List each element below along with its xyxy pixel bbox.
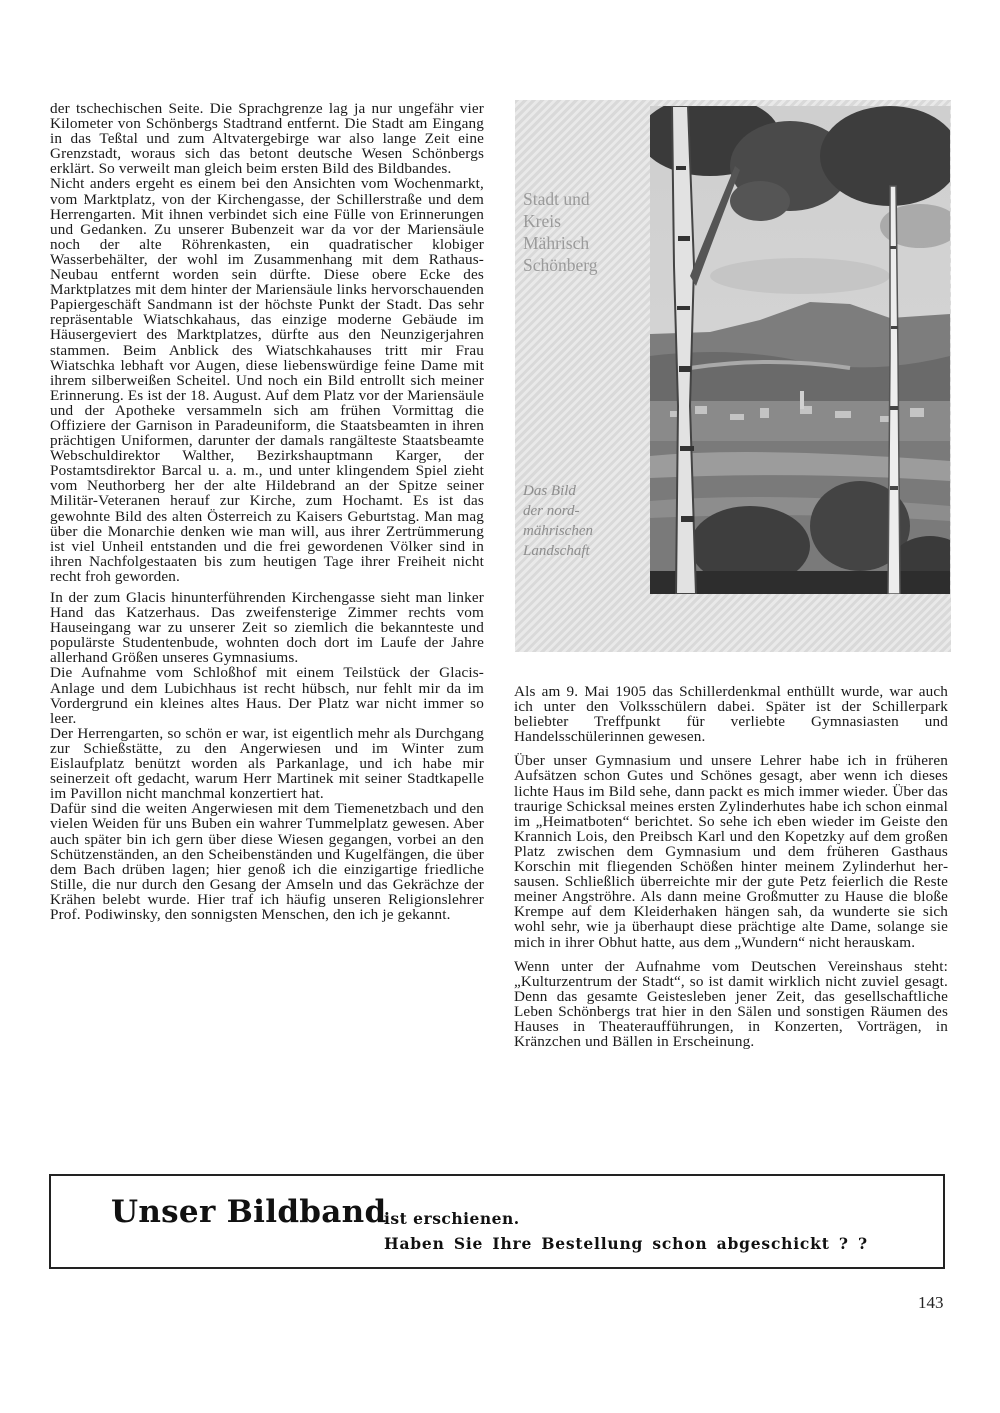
cover-title <box>523 188 598 276</box>
cover-subtitle-line: Das Bild <box>523 483 576 499</box>
advertisement-box <box>49 1174 945 1269</box>
cover-subtitle-line: mährischen <box>523 523 593 539</box>
cover-subtitle <box>523 481 593 561</box>
paragraph: Die Aufnahme vom Schloßhof mit einem Teilstück der Glacis-Anlage und dem Lubichhaus ist recht hübsch, nur fehlt mir da im Vordergrund ein kleines altes Haus. Der Platz war nicht immer so leer. <box>50 664 484 727</box>
cover-title-line: Mährisch <box>523 233 590 253</box>
paragraph: Der Herrengarten, so schön er war, ist eigentlich mehr als Durchgang zur Schießstätte, zu den Angerwiesen und im Winter zum Eislaufplatz benützt worden als Parkanlage, und ich habe mir seinerzeit oft gedacht, warum Herr Martinek mit seiner Stadtkapelle im Pavillon nicht manchmal konzertiert hat. <box>50 724 484 803</box>
cover-subtitle-line: Landschaft <box>523 543 590 559</box>
ad-line-2: Haben Sie Ihre Bestellung schon abgeschickt ? ? <box>384 1234 868 1253</box>
ad-line-1: ist erschienen. <box>384 1209 520 1228</box>
cover-title-line: Stadt und <box>523 189 590 209</box>
ad-headline: Unser Bildband <box>111 1194 387 1230</box>
paragraph: Nicht anders ergeht es einem bei den Ansichten vom Wochenmarkt, vom Marktplatz, von der Kirchengasse, der Schillerstraße und dem Herrengarten. Mit ihnen verbindet sich eine Fülle von Erinnerungen und Gedanken. Zu unserer Bubenzeit war da vor der Mariensäule noch der alte Röhrenkasten, ein quadratischer klobiger Wasserbehälter, der wohl im Zusammenhang mit dem Rathaus-Neubau entfernt worden sein dürfte. Diese obere Ecke des Marktplatzes mit dem hinter der Mariensäule links hervorschauenden Papiergeschäft Sandmann ist der höchste Punkt der Stadt. Das sehr repräsentable Wiatschkahaus, das einzige moderne Gebäude im Häusergeviert des Marktplatzes, dürfte aus den Neunzigerjahren stammen. Beim Anblick des Wiatschkahauses tritt mir Frau Wiatschka lebhaft vor Augen, diese liebenswürdige feine Dame mit ihrem silberweißen Scheitel. Und noch ein Bild entrollt sich meiner Erinnerung. Es ist der 18. August. Auf dem Platz vor der Mariensäule und der Apotheke versammeln sich am frühen Vormittag die Offiziere der Garnison in Paradeuniform, die Staatsbeamten in ihren prächtigen Uniformen, darunter der damals rangälteste Staatsbeamte Webschuldirektor Walther, Bezirkshauptmann Karger, der Postamtsdirektor Barcal u. a. m., und unter klingendem Spiel zieht vom Neuthorberg her der alte Hildebrand an der Spitze seiner Militär-Veteranen herauf zur Kirche, zum Hochamt. Es ist das gewohnte Bild des alten Österreich zu Kaisers Geburtstag. Man mag über die Monarchie denken wie man will, aus ihrer Zertrümmerung ist viel Unheil entstanden und die frei gewordenen Völker sind in ihren Nachfolgestaaten bis zum heutigen Tage ihrer Freiheit nicht recht froh geworden. <box>50 175 484 585</box>
right-text-column <box>514 684 948 1049</box>
cover-title-line: Schönberg <box>523 255 598 275</box>
paragraph: Über unser Gymnasium und unsere Lehrer habe ich in früheren Aufsätzen schon Gutes und Schönes gesagt, aber wenn ich dieses lichte Haus im Bild sehe, dann packt es mich immer wieder. Über das traurige Schicksal meines ersten Zylinderhutes habe ich schon einmal im „Heimatboten“ berichtet. So sehe ich eben wieder im Geiste den Krannich Lois, den Preibsch Karl und den Kopetzky auf dem großen Platz zwischen dem Gymnasium und dem früheren Gasthaus Korschin mit fliegenden Schößen hinter meinem Zylinderhut hersausen. Schließlich überreichte mir der gute Petz feierlich die Reste meiner Angströhre. Als dann meine Großmutter zu Hause die bloße Krempe auf dem Kleiderhaken hängen sah, da wunderte sie sich wohl sehr, wie ja überhaupt diese prächtige alte Dame, solange sie mich in ihrer Obhut hatte, aus dem „Wundern“ nicht herauskam. <box>514 752 948 951</box>
paragraph: der tschechischen Seite. Die Sprachgrenze lag ja nur ungefähr vier Kilometer von Schönbergs Stadtrand entfernt. Die Stadt am Eingang in das Teßtal und zum Altvatergebirge war also lange Zeit eine Grenzstadt, woraus sich das betont deutsche Wesen Schönbergs erklärt. So verweilt man gleich beim ersten Bild des Bildbandes. <box>50 100 484 178</box>
page-number: 143 <box>918 1293 944 1312</box>
landscape-photo <box>650 106 950 594</box>
book-cover-image <box>515 100 951 652</box>
cover-title-line: Kreis <box>523 211 561 231</box>
paragraph: Als am 9. Mai 1905 das Schillerdenkmal enthüllt wurde, war auch ich unter den Volksschülern dabei. Später ist der Schillerpark beliebter Treffpunkt für verliebte Gymnasiasten und Handelsschülerinnen gewesen. <box>514 683 948 746</box>
paragraph: In der zum Glacis hinunterführenden Kirchengasse sieht man linker Hand das Katzerhaus. Das zweifensterige Zimmer rechts vom Hauseingang war zu unserer Zeit so ziemlich die bekannteste und populärste Studentenbude, wohnten doch dort im Laufe der Jahre allerhand Größen unseres Gymnasiums. <box>50 589 484 667</box>
paragraph: Dafür sind die weiten Angerwiesen mit dem Tiemenetzbach und den vielen Weiden für uns Buben ein wahrer Tummelplatz gewesen. Aber auch später bin ich gern über diese Wiesen gegangen, vorbei an den Schützenständen, an den Scheibenständen und Kugelfängen, die über dem Bach drüben lagen; hier genoß ich die einzigartige friedliche Stille, die nur durch den Gesang der Amseln und das Gekrächze der Krähen belebt wurde. Hier traf ich häufig unseren Religionslehrer Prof. Podiwinsky, den sonnigsten Menschen, den ich je gekannt. <box>50 800 484 923</box>
left-text-column <box>50 101 484 922</box>
paragraph: Wenn unter der Aufnahme vom Deutschen Vereinshaus steht: „Kulturzentrum der Stadt“, so ist damit wirklich nicht zuviel gesagt. Denn das gesamte Geistesleben jener Zeit, das gesellschaftliche Leben Schönbergs trat hier in den Sälen und sonstigen Räumen des Hauses in Theateraufführungen, in Konzerten, Vorträgen, in Kränzchen und Bällen in Erscheinung. <box>514 957 948 1051</box>
birch-landscape-icon <box>650 106 950 594</box>
cover-subtitle-line: der nord- <box>523 503 580 519</box>
